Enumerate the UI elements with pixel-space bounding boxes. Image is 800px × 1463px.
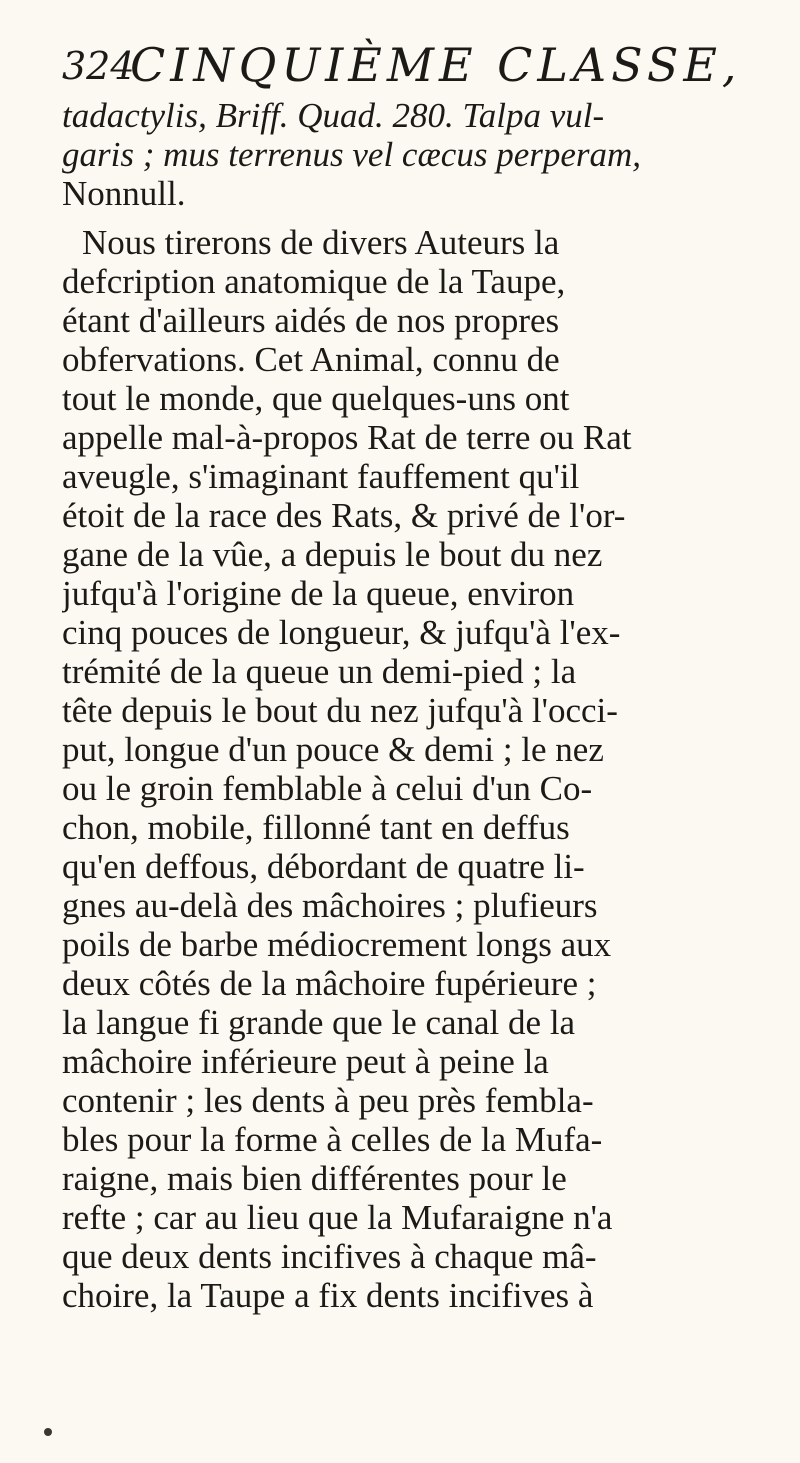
text-line: appelle mal-à-propos Rat de terre ou Rat [62,418,632,457]
text-line: que deux dents incifives à chaque mâ- [62,1237,597,1276]
text-line: garis ; mus terrenus vel cæcus perperam, [62,135,642,174]
body-text [62,96,772,1315]
ink-spot [44,1428,52,1436]
text-line: refte ; car au lieu que la Mufaraigne n'a [62,1198,613,1237]
text-line: mâchoire inférieure peut à peine la [62,1042,549,1081]
running-head: CINQUIÈME CLASSE, [130,38,742,92]
text-line: deux côtés de la mâchoire fupérieure ; [62,964,597,1003]
text-line: gane de la vûe, a depuis le bout du nez [62,535,603,574]
text-line: la langue fi grande que le canal de la [62,1003,576,1042]
text-line: bles pour la forme à celles de la Mufa- [62,1120,603,1159]
text-line: jufqu'à l'origine de la queue, environ [62,574,575,613]
text-line: étant d'ailleurs aidés de nos propres [62,301,560,340]
text-line: tête depuis le bout du nez jufqu'à l'occi- [62,691,618,730]
text-line: chon, mobile, fillonné tant en deffus [62,808,570,847]
text-line: tout le monde, que quelques-uns ont [62,379,570,418]
text-line: cinq pouces de longueur, & jufqu'à l'ex- [62,613,621,652]
text-line: poils de barbe médiocrement longs aux [62,925,612,964]
text-line: choire, la Taupe a fix dents incifives à [62,1276,594,1315]
text-line: trémité de la queue un demi-pied ; la [62,652,577,691]
page-header [0,30,800,100]
paragraph-gap [62,213,772,223]
text-line: étoit de la race des Rats, & privé de l'or- [62,496,626,535]
text-line: tadactylis, Briff. Quad. 280. Talpa vul- [62,96,605,135]
text-line: defcription anatomique de la Taupe, [62,262,566,301]
text-line: aveugle, s'imaginant fauffement qu'il [62,457,580,496]
text-line: obfervations. Cet Animal, connu de [62,340,560,379]
text-line: qu'en deffous, débordant de quatre li- [62,847,585,886]
text-line: Nous tirerons de divers Auteurs la [82,223,560,262]
text-line: put, longue d'un pouce & demi ; le nez [62,730,604,769]
text-line: ou le groin femblable à celui d'un Co- [62,769,593,808]
text-line: contenir ; les dents à peu près fembla- [62,1081,594,1120]
page-number: 324 [62,44,135,88]
text-line: raigne, mais bien différentes pour le [62,1159,567,1198]
text-line: gnes au-delà des mâchoires ; plufieurs [62,886,598,925]
text-line: Nonnull. [62,174,186,213]
